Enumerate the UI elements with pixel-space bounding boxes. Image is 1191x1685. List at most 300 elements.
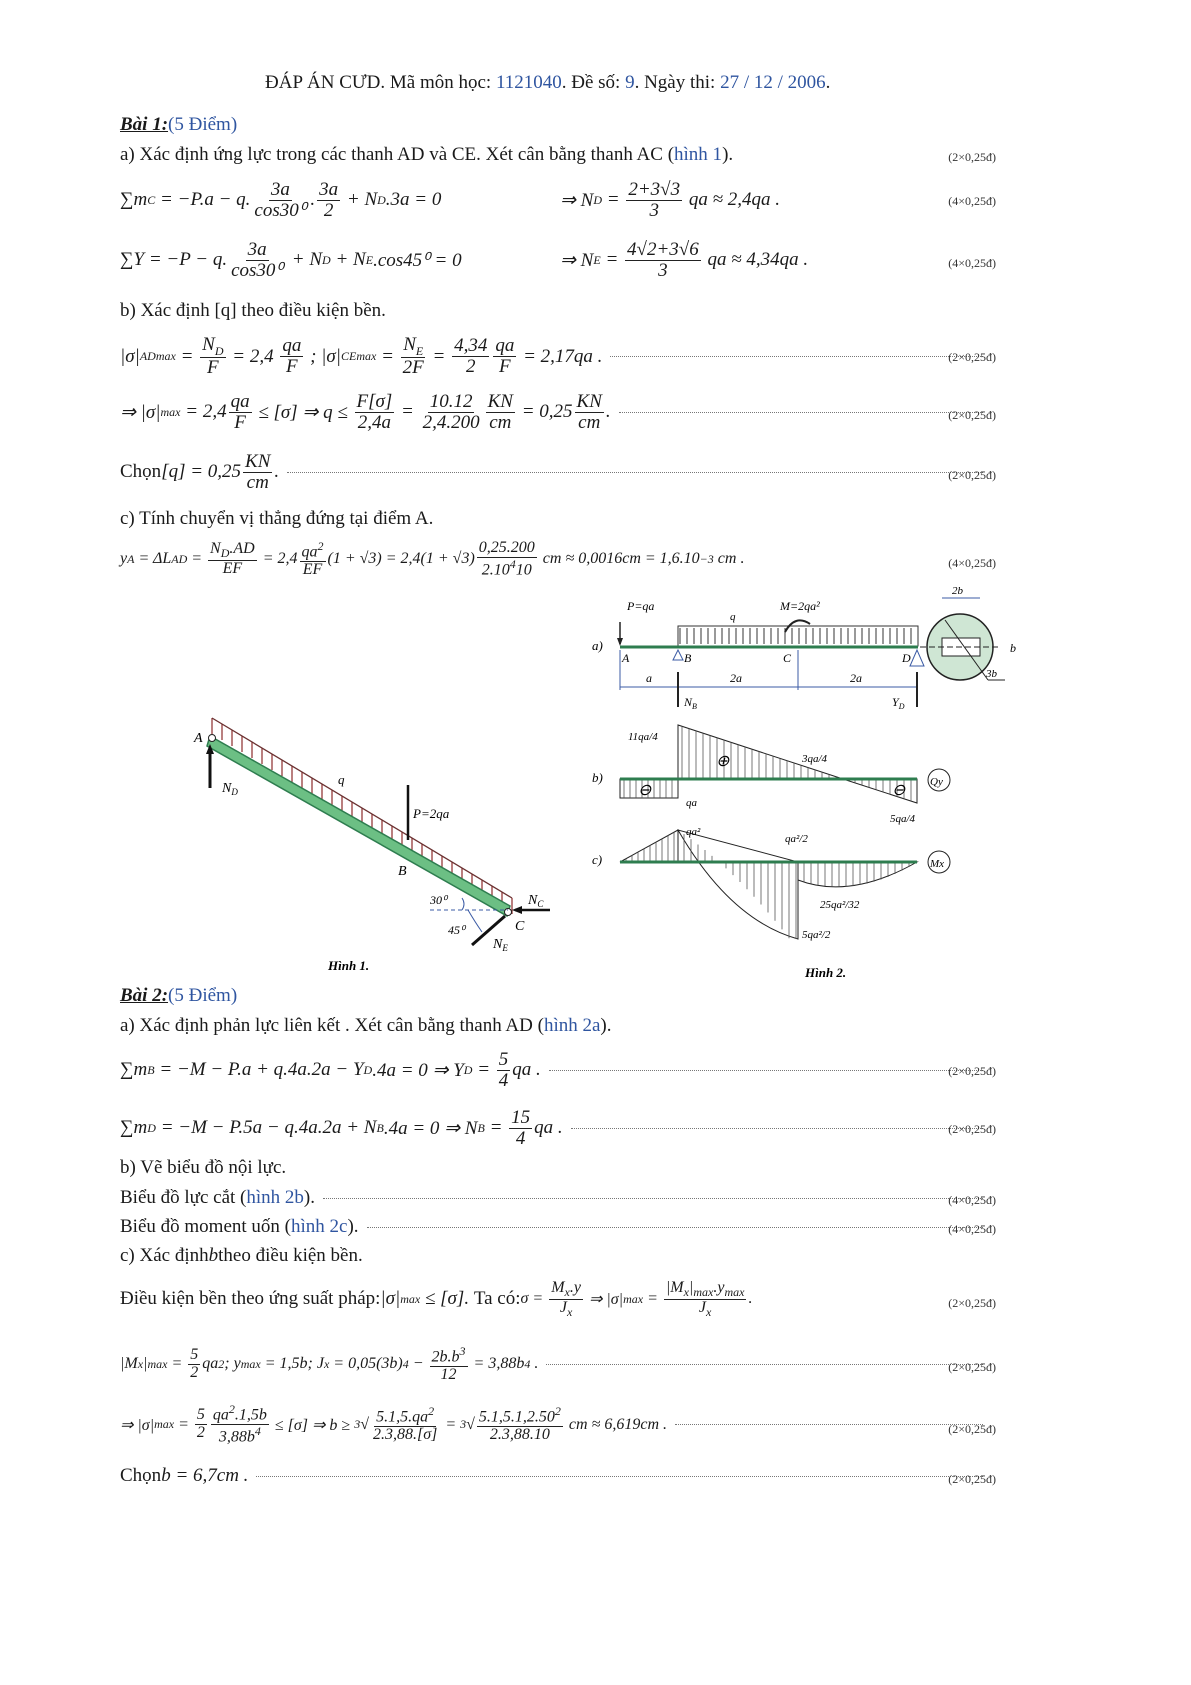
math-text: N [202, 334, 215, 355]
math-text: [q] = 0,25 [161, 461, 242, 483]
subscript: C [147, 192, 156, 207]
section-points: (5 Điểm) [168, 114, 238, 135]
denominator: 2,4.200 [422, 411, 480, 433]
equation [120, 1403, 667, 1446]
denominator [697, 1300, 713, 1319]
question-text: ). [347, 1216, 359, 1237]
numerator: qa [230, 391, 250, 412]
math-text: = [396, 401, 419, 423]
dotted-leader [256, 1476, 983, 1477]
score: (2×0,25đ) [948, 468, 996, 482]
angle-45: 45⁰ [448, 923, 465, 937]
bai1-b [120, 300, 991, 322]
denominator: 3 [658, 259, 668, 281]
label-qa2-2: qa²/2 [785, 833, 808, 845]
figure-link[interactable]: hình 2c [290, 1216, 348, 1237]
figure-caption: Hình 1. [328, 958, 370, 973]
math-text: .4a = 0 ⇒ Y [372, 1059, 464, 1081]
support-b [673, 650, 683, 660]
fraction [280, 336, 303, 377]
subscript: D [220, 546, 230, 561]
math-text: .3a = 0 [385, 189, 442, 211]
supscript: 2 [428, 1404, 435, 1419]
numerator [200, 335, 225, 358]
fraction [243, 452, 272, 493]
supscript: −3 [699, 551, 714, 566]
subscript: A [127, 551, 135, 566]
subscript: D [463, 1062, 473, 1077]
label-yd: $Y_D$ [892, 695, 905, 711]
bai2-eq1 [120, 1050, 991, 1091]
math-text: ⇒ |σ| [120, 1416, 155, 1434]
dotted-leader [571, 1128, 983, 1129]
denominator: 2 [465, 356, 476, 378]
math-text: 3,88b [218, 1428, 255, 1446]
math-text: + N [287, 249, 323, 271]
fraction [300, 540, 326, 579]
label-3b: 3b [986, 668, 997, 680]
label-3qa4: 3qa/4 [802, 753, 828, 765]
fraction [452, 336, 489, 377]
subscript: max [240, 1356, 261, 1371]
figure-link[interactable]: hình 2b [246, 1187, 304, 1208]
fraction [497, 1050, 511, 1091]
equation-result [560, 180, 780, 221]
fraction [430, 1345, 468, 1384]
math-text: − [408, 1355, 428, 1373]
question-text: c) Tính chuyển vị thẳng đứng tại điểm A. [120, 508, 434, 529]
label-a: A [622, 651, 630, 665]
question-text: ). [600, 1015, 612, 1036]
supscript: 3 [354, 1417, 361, 1432]
math-text: (1 + √3) = 2,4(1 + √3) [327, 550, 475, 568]
subscript: D [147, 1120, 156, 1135]
bai2-eq5 [120, 1403, 991, 1446]
subscript: E [415, 343, 424, 358]
dimension-a: a [646, 671, 652, 685]
math-text: J [698, 1298, 707, 1316]
question-text: theo điều kiện bền. [218, 1245, 363, 1266]
math-text: = 2,17qa . [518, 345, 603, 367]
math-text: .4a = 0 ⇒ N [383, 1117, 478, 1139]
denominator: 2,4a [357, 411, 392, 433]
variable-b: b [208, 1245, 219, 1266]
math-text: = 2,4 [258, 550, 298, 568]
fraction [549, 1280, 583, 1319]
label-qa: qa [686, 797, 697, 809]
denominator: 3 [649, 199, 659, 221]
dotted-leader [287, 472, 983, 473]
subscript: AD [171, 551, 188, 566]
supscript: 2 [218, 1356, 225, 1371]
equation [120, 180, 441, 221]
question-text: a) Xác định phản lực liên kết . Xét cân bằng thanh AD ( [120, 1015, 544, 1036]
sign-plus: ⊕ [716, 753, 730, 770]
question-text: Biểu đồ moment uốn ( [120, 1216, 291, 1237]
numerator [208, 541, 257, 561]
math-text: = −M − P.a + q.4a.2a − Y [154, 1059, 364, 1081]
math-text: y [120, 550, 128, 568]
beam-ac [207, 736, 510, 916]
math-text: + N [342, 189, 378, 211]
math-text: = [602, 189, 625, 211]
math-text: = [187, 550, 207, 568]
label-part-c: c) [592, 852, 603, 867]
label-b-height: b [1010, 641, 1016, 655]
numerator: 5 [190, 1346, 199, 1364]
denominator: 2 [190, 1363, 199, 1381]
math-text: = 3,88b [469, 1355, 525, 1373]
numerator: 3a [247, 239, 267, 260]
supscript: 2 [317, 539, 324, 553]
score: (4×0,25đ) [948, 556, 996, 570]
score: (2×0,25đ) [948, 1122, 996, 1136]
score: (2×0,25đ) [948, 1064, 996, 1078]
subscript: max [356, 349, 377, 364]
fraction [493, 336, 516, 377]
score: (2×0,25đ) [948, 1360, 996, 1374]
denominator: cm [578, 411, 601, 433]
subscript: D [593, 192, 603, 207]
dotted-leader [675, 1424, 983, 1425]
subscript: x [137, 1356, 144, 1371]
score: (4×0,25đ) [948, 256, 996, 270]
bai1-c [120, 508, 991, 530]
denominator: 12 [440, 1366, 457, 1384]
label-q: q [730, 611, 736, 623]
label-5qa2-2: 5qa²/2 [802, 929, 831, 941]
numerator [374, 1405, 436, 1427]
dimension-2a: 2a [730, 671, 742, 685]
math-text: ∑Y = −P − q. [120, 249, 228, 271]
score: (2×0,25đ) [948, 150, 996, 164]
label-nb: $N_B$ [684, 695, 697, 711]
bai2-eq6 [120, 1465, 991, 1487]
label-p: P=2qa [413, 806, 450, 821]
math-text: ∑m [120, 1117, 148, 1139]
numerator: KN [245, 451, 271, 472]
math-text: . [274, 461, 280, 483]
math-text: .1,5b [234, 1406, 267, 1424]
denominator: 2 [323, 199, 334, 221]
exam-number: 9 [625, 72, 635, 93]
numerator: 4√2+3√6 [627, 239, 699, 260]
math-text: cm . [713, 550, 745, 568]
math-text: = [441, 1415, 461, 1433]
equation [120, 1108, 563, 1149]
math-text: = 2,4 [227, 345, 279, 367]
fraction [229, 392, 252, 433]
fraction [252, 180, 308, 221]
fraction [626, 180, 682, 221]
math-text: qa . [512, 1059, 541, 1081]
bai2-a [120, 1015, 991, 1037]
exam-date: 27 / 12 / 2006 [720, 72, 826, 93]
subscript: max [155, 349, 176, 364]
fraction [188, 1347, 200, 1382]
figure-link[interactable]: hình 2a [543, 1015, 601, 1036]
numerator [477, 1405, 563, 1427]
fraction [195, 1407, 207, 1442]
math-text: = [427, 345, 451, 367]
subscript: x [564, 1285, 570, 1300]
math-text: = [600, 249, 624, 271]
shear-diagram [620, 725, 917, 803]
numerator: 5 [498, 1049, 509, 1070]
fraction [421, 392, 482, 433]
equation [120, 540, 744, 579]
label-c: C [783, 651, 792, 665]
equation [161, 452, 279, 493]
equation [120, 335, 602, 378]
math-text: 2.10 [481, 561, 510, 579]
denominator: cm [246, 471, 269, 493]
section-title: Bài 1: [120, 114, 169, 135]
question-text: b) Xác định [q] theo điều kiện bền. [120, 300, 386, 321]
math-text: . [605, 401, 611, 423]
label-qy: Qy [930, 776, 943, 788]
math-text: √ [466, 1415, 475, 1433]
math-text: .y [569, 1279, 581, 1296]
dotted-leader [546, 1364, 983, 1365]
label-m: M=2qa² [780, 599, 820, 613]
fraction [355, 392, 395, 433]
equation [120, 392, 611, 433]
section-points: (5 Điểm) [168, 985, 238, 1006]
denominator: 2.3,88.[σ] [372, 1426, 438, 1444]
angle-30: 30⁰ [430, 893, 447, 907]
score: (4×0,25đ) [948, 194, 996, 208]
math-text: ≤ [σ] ⇒ b ≥ [270, 1416, 355, 1434]
bai1-a [120, 144, 991, 166]
subscript: B [477, 1120, 485, 1135]
dotted-leader [619, 412, 983, 413]
label-b: B [398, 864, 407, 879]
fraction [575, 392, 604, 433]
math-text: ≤ [σ] ⇒ q ≤ [253, 401, 353, 423]
equation [380, 1288, 473, 1310]
label-25qa2-32: 25qa²/32 [820, 899, 860, 911]
bai2-eq3 [120, 1280, 991, 1319]
math-text: = [484, 1117, 508, 1139]
numerator: 5 [196, 1406, 205, 1424]
supscript: 3 [460, 1417, 467, 1432]
score: (2×0,25đ) [948, 1472, 996, 1486]
support-d [910, 650, 924, 666]
denominator [217, 1425, 263, 1446]
equation [120, 1345, 538, 1384]
bai2-heading [120, 985, 237, 1007]
title-text: ĐÁP ÁN CƯD. Mã môn học: [265, 72, 496, 93]
label: Ta có: [473, 1288, 521, 1310]
label-5qa4: 5qa/4 [890, 813, 916, 825]
math-text: = −P.a − q. [155, 189, 251, 211]
math-text: cm ≈ 6,619cm . [564, 1415, 667, 1433]
numerator: 4,34 [454, 335, 488, 357]
denominator [480, 558, 534, 579]
sign-minus: ⊖ [638, 782, 652, 799]
math-text: = 2,4 [180, 401, 227, 423]
denominator [558, 1300, 574, 1319]
numerator: F[σ] [356, 391, 393, 412]
math-text: J [559, 1298, 567, 1316]
denominator: EF [302, 561, 323, 579]
dotted-leader [610, 356, 983, 357]
subscript: E [593, 252, 601, 267]
math-text: qa [212, 1406, 229, 1424]
fraction [371, 1405, 439, 1444]
math-text: ≤ [σ]. [420, 1288, 474, 1310]
label-mx: Mx [930, 858, 945, 870]
math-text: = 0,05(3b) [329, 1355, 403, 1373]
question-text: a) Xác định ứng lực trong các thanh AD và CE. Xét cân bằng thanh AC ( [120, 144, 675, 165]
math-text: N [210, 540, 221, 558]
denominator: 2F [402, 357, 424, 379]
supscript: 4 [254, 1424, 261, 1439]
supscript: 2 [228, 1402, 235, 1416]
subscript: D [322, 252, 331, 267]
math-text: = [643, 1290, 662, 1308]
denominator: F [286, 356, 298, 378]
fraction [317, 180, 340, 221]
math-text: . [748, 1290, 753, 1308]
math-text: = [174, 1415, 193, 1433]
subscript: D [214, 343, 224, 358]
fraction [664, 1280, 747, 1319]
subscript: D [363, 1062, 373, 1077]
label-11qa4: 11qa/4 [628, 731, 658, 743]
subscript: max [724, 1285, 745, 1300]
label-a: A [194, 731, 203, 746]
supscript: CE [341, 349, 357, 364]
dotted-leader [323, 1198, 983, 1199]
denominator: 4 [515, 1127, 526, 1149]
question-text: c) Xác định [120, 1245, 209, 1266]
subscript: B [147, 1062, 155, 1077]
label-nd: $N_D$ [222, 781, 238, 797]
math-text: ; y [224, 1355, 241, 1373]
fraction [208, 541, 257, 578]
figure-link[interactable]: hình 1 [674, 144, 723, 165]
distributed-load-q [680, 628, 911, 644]
fraction [401, 335, 426, 378]
subscript: max [160, 404, 181, 419]
supscript: 4 [402, 1356, 409, 1371]
math-text: qa [301, 543, 318, 561]
label-q: q [338, 772, 345, 787]
math-text: . [310, 189, 316, 211]
equation [161, 1465, 248, 1487]
subscript: x [323, 1356, 330, 1371]
title-text: . Ngày thi: [634, 72, 721, 93]
numerator [300, 540, 326, 562]
subscript: x [566, 1304, 573, 1319]
title-text: . Đề số: [561, 72, 626, 93]
moment-diagram [620, 830, 917, 939]
math-text: = [472, 1059, 495, 1081]
numerator [211, 1403, 269, 1425]
math-text: = 1,5b; J [260, 1355, 324, 1373]
label-ne: $N_E$ [493, 937, 508, 953]
fraction [477, 540, 537, 579]
math-text: b = 6,7cm . [161, 1465, 249, 1486]
dotted-leader [367, 1227, 983, 1228]
score: (2×0,25đ) [948, 1296, 996, 1310]
numerator: KN [576, 391, 602, 412]
subscript: max [693, 1285, 714, 1300]
supscript: 4 [509, 556, 516, 571]
numerator: 10.12 [429, 391, 473, 412]
figure-1 [160, 700, 580, 985]
bai1-eq4 [120, 392, 991, 433]
denominator: 4 [498, 1069, 509, 1091]
math-text: . [530, 1355, 539, 1373]
fraction [625, 240, 701, 281]
fraction [200, 335, 225, 378]
bai1-eq6 [120, 540, 991, 579]
numerator: 0,25.200 [478, 539, 535, 556]
math-text: qa ≈ 2,4qa . [684, 189, 781, 211]
supscript: 2 [554, 1404, 561, 1419]
denominator: cm [489, 411, 512, 433]
denominator: 2.3,88.10 [489, 1426, 550, 1444]
supscript: 3 [459, 1344, 466, 1358]
supscript: AD [139, 349, 156, 364]
math-text: = −M − P.5a − q.4a.2a + N [155, 1117, 377, 1139]
denominator: 2 [196, 1424, 205, 1442]
math-text: .y [713, 1279, 725, 1296]
subscript: x [683, 1285, 689, 1300]
title-text: . [825, 72, 831, 93]
question-text: ). [303, 1187, 315, 1208]
math-text: .AD [229, 540, 255, 558]
bai2-b1 [120, 1187, 991, 1209]
math-text: = [167, 1355, 187, 1373]
math-text: = ΔL [134, 550, 172, 568]
denominator: F [234, 411, 246, 433]
numerator: 3a [270, 179, 290, 200]
figure-caption: Hình 2. [805, 965, 847, 980]
equation [521, 1280, 753, 1319]
numerator: 15 [511, 1107, 531, 1128]
numerator: qa [495, 335, 515, 357]
label-b: B [684, 651, 692, 665]
question-text: b) Vẽ biểu đồ nội lực. [120, 1157, 287, 1178]
bai1-eq1 [120, 180, 991, 221]
numerator [401, 335, 425, 358]
bai2-eq2 [120, 1108, 991, 1149]
bai1-heading [120, 114, 237, 136]
question-text: ). [722, 144, 734, 165]
label: Điều kiện bền theo ứng suất pháp: [120, 1288, 381, 1310]
math-text: = [376, 345, 399, 367]
math-text: .cos45⁰ = 0 [373, 249, 462, 271]
equation-result [560, 240, 808, 281]
math-text: cm ≈ 0,0016cm = 1,6.10 [538, 550, 700, 568]
math-text: qa . [534, 1117, 563, 1139]
math-text: qa ≈ 4,34qa . [702, 249, 809, 271]
denominator: cos30⁰ [254, 199, 307, 221]
fraction [486, 392, 515, 433]
sign-minus: ⊖ [892, 782, 906, 799]
fraction [211, 1403, 269, 1446]
math-text: | [688, 1279, 694, 1296]
bai1-eq2 [120, 240, 991, 281]
math-text: |σ| [120, 345, 140, 367]
section-title: Bài 2: [120, 985, 169, 1006]
question-text: Biểu đồ lực cắt ( [120, 1187, 247, 1208]
math-text: σ = [520, 1290, 548, 1308]
